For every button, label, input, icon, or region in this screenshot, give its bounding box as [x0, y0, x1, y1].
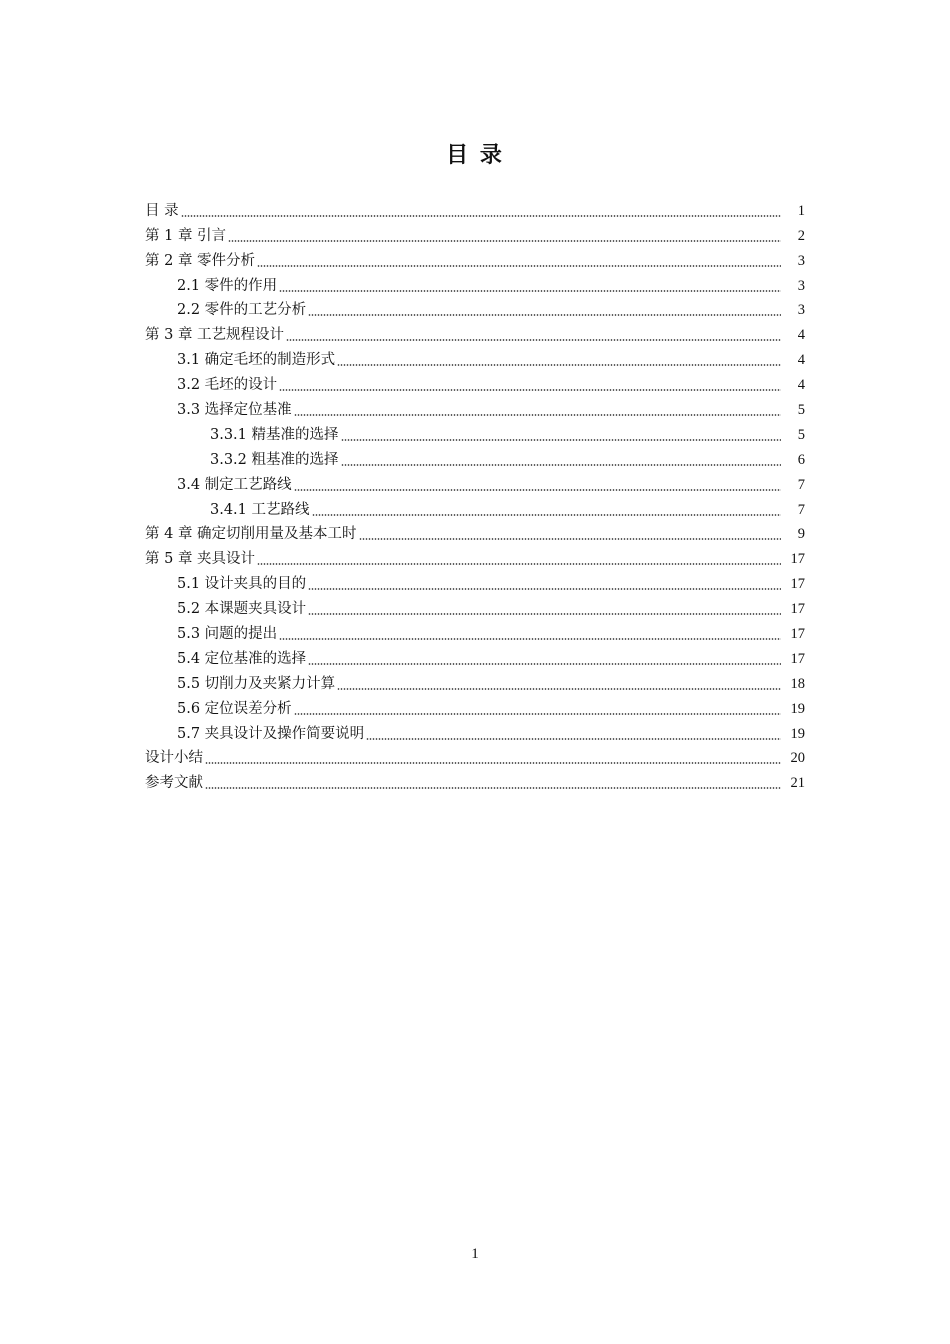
toc-dot-leader — [294, 414, 781, 416]
toc-entry-page: 3 — [797, 252, 805, 269]
toc-entry-page: 3 — [797, 302, 805, 319]
toc-entry[interactable] — [145, 420, 805, 445]
footer-page-number: 1 — [471, 1246, 479, 1262]
toc-entry-page: 5 — [797, 426, 805, 443]
toc-entry-label: 参考文献 — [145, 775, 203, 792]
toc-entry[interactable] — [145, 744, 805, 769]
toc-dot-leader — [341, 464, 781, 466]
toc-entry[interactable] — [145, 196, 805, 221]
toc-dot-leader — [205, 787, 781, 789]
toc-entry-page: 4 — [797, 327, 805, 344]
toc-dot-leader — [279, 290, 781, 292]
toc-entry-label: 设计小结 — [145, 750, 203, 767]
toc-dot-leader — [359, 538, 781, 540]
toc-entry-page: 7 — [797, 501, 805, 518]
toc-entry-page: 17 — [790, 576, 805, 593]
toc-entry-page: 4 — [797, 352, 805, 369]
toc-entry-label: 第 2 章 零件分析 — [145, 252, 256, 269]
toc-dot-leader — [308, 588, 781, 590]
toc-entry-label: 3.4 制定工艺路线 — [177, 476, 292, 493]
toc-entry-page: 5 — [797, 402, 805, 419]
toc-entry-page: 3 — [797, 277, 805, 294]
toc-entry-page: 2 — [797, 227, 805, 244]
toc-entry-label: 5.5 切削力及夹紧力计算 — [177, 675, 336, 692]
toc-entry-label: 5.4 定位基准的选择 — [177, 650, 307, 667]
toc-dot-leader — [257, 265, 781, 267]
toc-entry[interactable] — [145, 296, 805, 321]
toc-entry[interactable] — [145, 719, 805, 744]
toc-dot-leader — [312, 514, 781, 516]
toc-entry-page: 19 — [790, 700, 805, 717]
toc-dot-leader — [294, 713, 781, 715]
toc-entry[interactable] — [145, 520, 805, 545]
toc-dot-leader — [181, 215, 781, 217]
toc-entry-label: 5.1 设计夹具的目的 — [177, 576, 307, 593]
toc-entry-label: 第 3 章 工艺规程设计 — [145, 327, 285, 344]
toc-entry-page: 17 — [790, 551, 805, 568]
toc-dot-leader — [308, 663, 781, 665]
toc-entry[interactable] — [145, 644, 805, 669]
toc-entry-label: 3.2 毛坯的设计 — [177, 377, 278, 394]
table-of-contents — [145, 196, 805, 793]
toc-entry[interactable] — [145, 619, 805, 644]
toc-entry-page: 17 — [790, 650, 805, 667]
toc-entry-label: 2.2 零件的工艺分析 — [177, 302, 307, 319]
toc-entry-label: 第 4 章 确定切削用量及基本工时 — [145, 526, 357, 543]
toc-dot-leader — [279, 638, 781, 640]
toc-entry[interactable] — [145, 246, 805, 271]
toc-entry[interactable] — [145, 395, 805, 420]
toc-dot-leader — [366, 738, 781, 740]
toc-dot-leader — [279, 389, 781, 391]
toc-dot-leader — [308, 314, 781, 316]
toc-entry-page: 9 — [797, 526, 805, 543]
toc-dot-leader — [337, 688, 781, 690]
toc-dot-leader — [341, 439, 781, 441]
toc-dot-leader — [337, 364, 781, 366]
toc-entry-label: 5.6 定位误差分析 — [177, 700, 292, 717]
toc-entry-page: 6 — [797, 451, 805, 468]
toc-entry-page: 17 — [790, 601, 805, 618]
toc-entry-label: 5.3 问题的提出 — [177, 626, 278, 643]
toc-dot-leader — [286, 339, 781, 341]
toc-dot-leader — [294, 489, 781, 491]
toc-entry[interactable] — [145, 445, 805, 470]
toc-entry[interactable] — [145, 320, 805, 345]
toc-entry-label: 5.2 本课题夹具设计 — [177, 601, 307, 618]
toc-entry-label: 3.4.1 工艺路线 — [210, 501, 310, 518]
toc-entry-page: 19 — [790, 725, 805, 742]
toc-entry-page: 1 — [797, 202, 805, 219]
toc-dot-leader — [228, 240, 781, 242]
toc-entry[interactable] — [145, 271, 805, 296]
toc-entry-page: 21 — [790, 775, 805, 792]
toc-entry[interactable] — [145, 495, 805, 520]
toc-dot-leader — [257, 563, 781, 565]
toc-entry-page: 4 — [797, 377, 805, 394]
toc-entry[interactable] — [145, 345, 805, 370]
toc-entry[interactable] — [145, 569, 805, 594]
toc-entry-label: 5.7 夹具设计及操作简要说明 — [177, 725, 365, 742]
toc-entry-label: 2.1 零件的作用 — [177, 277, 278, 294]
toc-entry-page: 17 — [790, 626, 805, 643]
toc-entry-label: 3.1 确定毛坯的制造形式 — [177, 352, 336, 369]
toc-entry[interactable] — [145, 370, 805, 395]
toc-entry[interactable] — [145, 669, 805, 694]
toc-entry[interactable] — [145, 470, 805, 495]
page-title: 目 录 — [446, 143, 504, 168]
toc-entry-label: 目 录 — [145, 202, 179, 219]
toc-entry-label: 第 1 章 引言 — [145, 227, 227, 244]
toc-entry[interactable] — [145, 594, 805, 619]
toc-entry[interactable] — [145, 768, 805, 793]
toc-entry[interactable] — [145, 694, 805, 719]
toc-entry-label: 第 5 章 夹具设计 — [145, 551, 256, 568]
toc-entry-label: 3.3.1 精基准的选择 — [210, 426, 339, 443]
toc-entry[interactable] — [145, 221, 805, 246]
toc-entry-label: 3.3.2 粗基准的选择 — [210, 451, 339, 468]
toc-entry-page: 18 — [790, 675, 805, 692]
toc-entry-page: 7 — [797, 476, 805, 493]
toc-entry-label: 3.3 选择定位基准 — [177, 402, 292, 419]
toc-dot-leader — [308, 613, 781, 615]
toc-dot-leader — [205, 762, 781, 764]
toc-entry-page: 20 — [790, 750, 805, 767]
toc-entry[interactable] — [145, 544, 805, 569]
